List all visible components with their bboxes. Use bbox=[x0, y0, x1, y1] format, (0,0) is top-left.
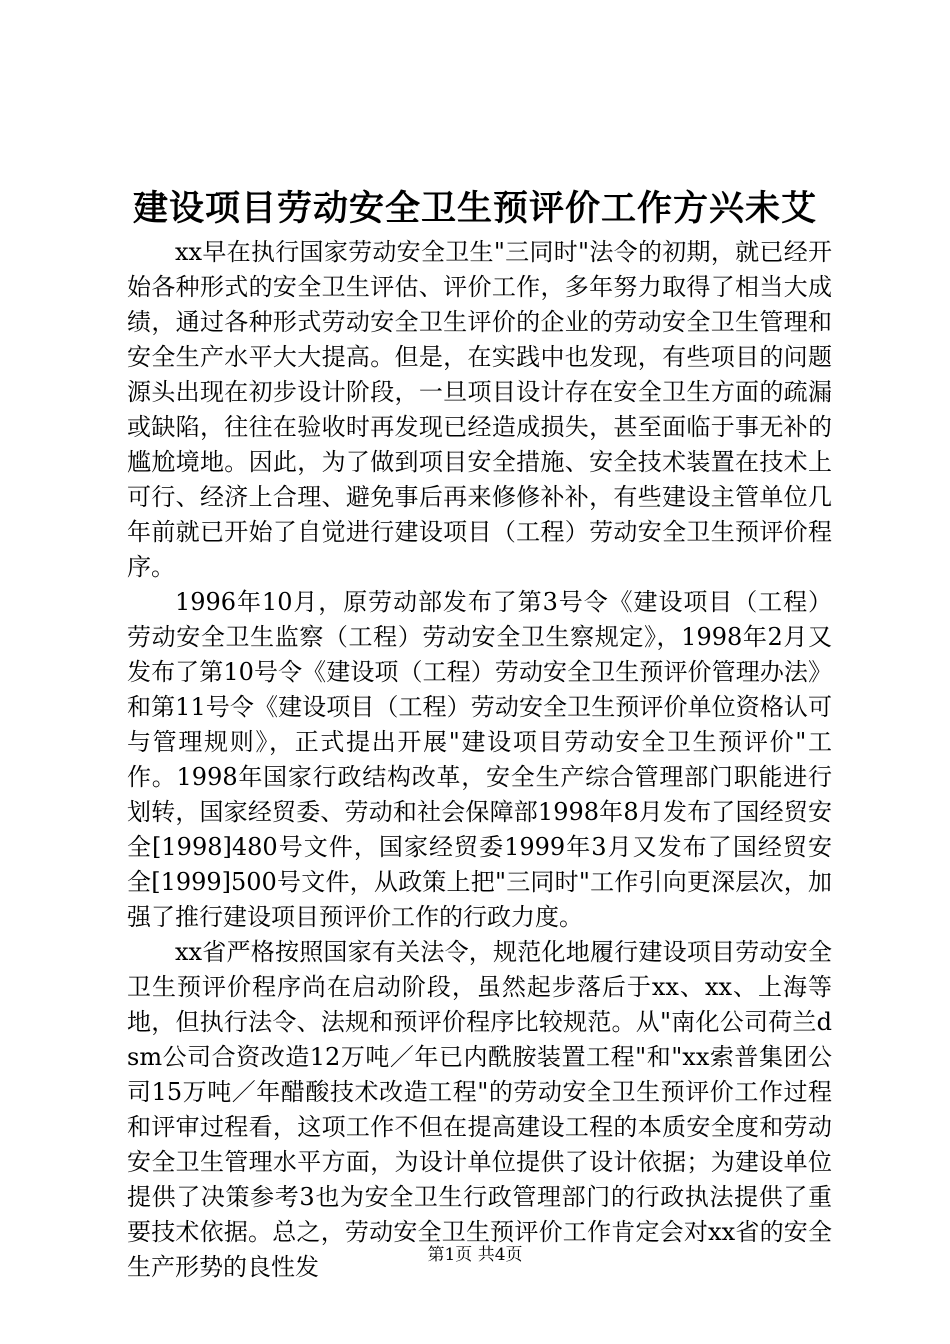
document-body bbox=[127, 235, 832, 1285]
document-title: 建设项目劳动安全卫生预评价工作方兴未艾 bbox=[132, 188, 817, 229]
page-number: 第1页 共4页 bbox=[427, 1245, 523, 1265]
paragraph-3: xx省严格按照国家有关法令，规范化地履行建设项目劳动安全卫生预评价程序尚在启动阶段，虽然起步落后于xx、xx、上海等地，但执行法令、法规和预评价程序比较规范。从"南化公司荷兰dsm公司合资改造12万吨／年已内酰胺装置工程"和"xx索普集团公司15万吨／年醋酸技术改造工程"的劳动安全卫生预评价工作过程和评审过程看，这项工作不但在提高建设工程的本质安全度和劳动安全卫生管理水平方面，为设计单位提供了设计依据；为建设单位提供了决策参考3也为安全卫生行政管理部门的行政执法提供了重要技术依据。总之，劳动安全卫生预评价工作肯定会对xx省的安全生产形势的良性发 bbox=[127, 938, 832, 1281]
paragraph-2: 1996年10月，原劳动部发布了第3号令《建设项目（工程）劳动安全卫生监察（工程）劳动安全卫生察规定》，1998年2月又发布了第10号令《建设项（工程）劳动安全卫生预评价管理办法》和第11号令《建设项目（工程）劳动安全卫生预评价单位资格认可与管理规则》，正式提出开展"建设项目劳动安全卫生预评价"工作。1998年国家行政结构改革，安全生产综合管理部门职能进行划转，国家经贸委、劳动和社会保障部1998年8月发布了国经贸安全[1998]480号文件，国家经贸委1999年3月又发布了国经贸安全[1999]500号文件，从政策上把"三同时"工作引向更深层次，加强了推行建设项目预评价工作的行政力度。 bbox=[127, 588, 832, 931]
paragraph-1: xx早在执行国家劳动安全卫生"三同时"法令的初期，就已经开始各种形式的安全卫生评估、评价工作，多年努力取得了相当大成绩，通过各种形式劳动安全卫生评价的企业的劳动安全卫生管理和安全生产水平大大提高。但是，在实践中也发现，有些项目的问题源头出现在初步设计阶段，一旦项目设计存在安全卫生方面的疏漏或缺陷，往往在验收时再发现已经造成损失，甚至面临于事无补的尴尬境地。因此，为了做到项目安全措施、安全技术装置在技术上可行、经济上合理、避免事后再来修修补补，有些建设主管单位几年前就已开始了自觉进行建设项目（工程）劳动安全卫生预评价程序。 bbox=[127, 238, 832, 581]
